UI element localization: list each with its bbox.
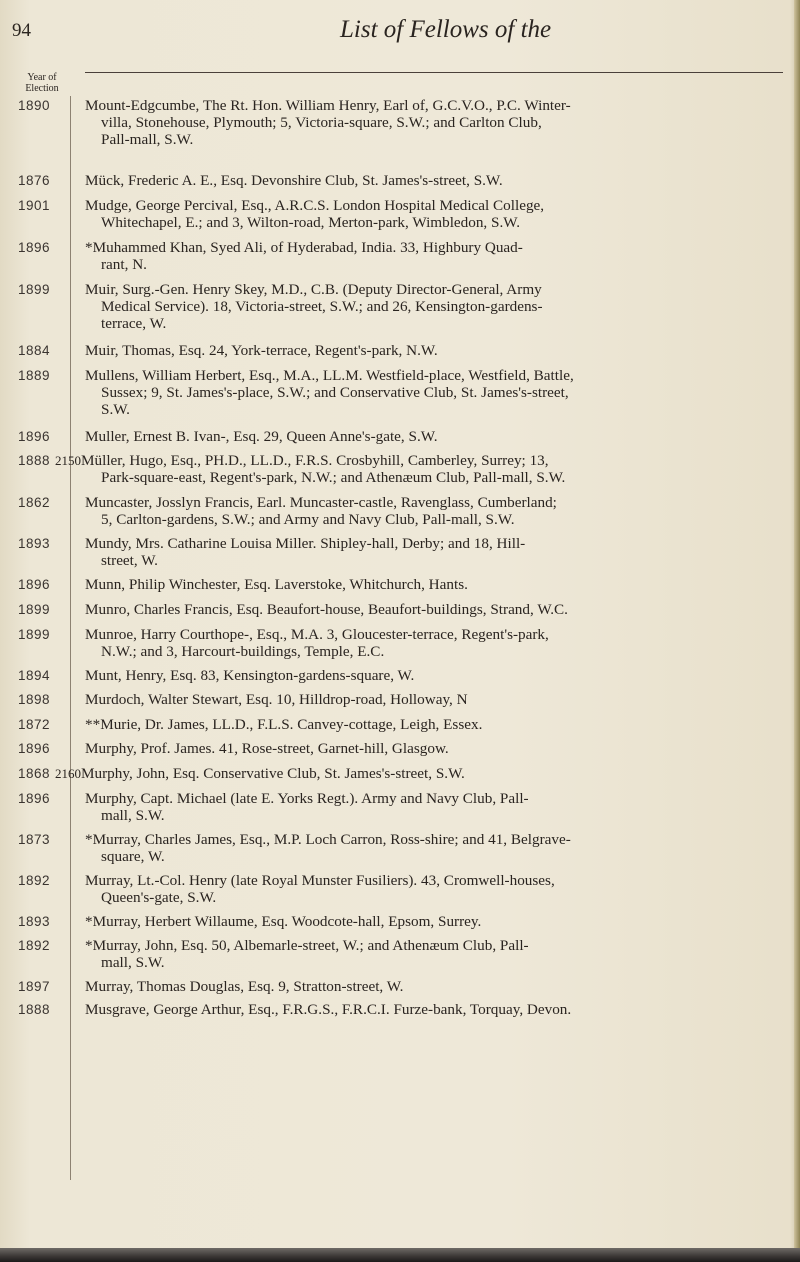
- election-year: 1899: [18, 602, 51, 617]
- fellow-name-line: Mount-Edgcumbe, The Rt. Hon. William Henry, Earl of, G.C.V.O., P.C. Winter-: [85, 97, 571, 114]
- fellow-address-line: rant, N.: [101, 256, 147, 273]
- fellow-text: [85, 197, 783, 231]
- election-year: 1899: [18, 627, 51, 642]
- fellow-name-line: Muir, Thomas, Esq. 24, York-terrace, Regent's-park, N.W.: [85, 342, 438, 359]
- election-year: 1896: [18, 429, 51, 444]
- election-year: 1896: [18, 577, 51, 592]
- fellow-address-line: Whitechapel, E.; and 3, Wilton-road, Merton-park, Wimbledon, S.W.: [101, 214, 521, 231]
- page-edge: [794, 0, 800, 1262]
- fellow-name-line: Murray, Lt.-Col. Henry (late Royal Munster Fusiliers). 43, Cromwell-houses,: [85, 872, 555, 889]
- fellow-address-line: villa, Stonehouse, Plymouth; 5, Victoria-square, S.W.; and Carlton Club,: [101, 114, 542, 131]
- column-heading-line2: Election: [25, 83, 59, 94]
- election-year: 1896: [18, 791, 51, 806]
- fellow-address-line: Queen's-gate, S.W.: [101, 889, 217, 906]
- election-year: 1873: [18, 832, 51, 847]
- fellow-address-line: S.W.: [101, 401, 130, 418]
- election-year: 1884: [18, 343, 51, 358]
- fellow-address-line: Sussex; 9, St. James's-place, S.W.; and Conservative Club, St. James's-street,: [101, 384, 569, 401]
- election-year: 1894: [18, 668, 51, 683]
- fellow-text: [55, 452, 783, 486]
- fellow-text: [85, 576, 783, 593]
- fellow-name-line: *Murray, John, Esq. 50, Albemarle-street, W.; and Athenæum Club, Pall-: [85, 937, 529, 954]
- fellow-address-line: mall, S.W.: [101, 954, 165, 971]
- fellow-name-line: Murphy, Capt. Michael (late E. Yorks Regt.). Army and Navy Club, Pall-: [85, 790, 529, 807]
- fellow-text: [85, 428, 783, 445]
- fellow-text: [85, 937, 783, 971]
- fellow-text: [85, 626, 783, 660]
- fellow-name-line: Murdoch, Walter Stewart, Esq. 10, Hilldrop-road, Holloway, N: [85, 691, 468, 708]
- running-title: List of Fellows of the: [340, 16, 552, 43]
- election-year: 1890: [18, 98, 51, 113]
- election-year: 1876: [18, 173, 51, 188]
- fellow-text: [85, 740, 783, 757]
- election-year: 1899: [18, 282, 51, 297]
- page-number: 94: [12, 20, 31, 41]
- fellow-name-line: Munroe, Harry Courthope-, Esq., M.A. 3, Gloucester-terrace, Regent's-park,: [85, 626, 549, 643]
- election-year: 1868: [18, 766, 51, 781]
- election-year: 1897: [18, 979, 51, 994]
- fellow-text: [55, 765, 783, 782]
- fellow-address-line: 5, Carlton-gardens, S.W.; and Army and Navy Club, Pall-mall, S.W.: [101, 511, 515, 528]
- election-year: 1896: [18, 741, 51, 756]
- election-year: 1892: [18, 873, 51, 888]
- fellow-name-line: Munt, Henry, Esq. 83, Kensington-gardens-square, W.: [85, 667, 415, 684]
- election-year: 1893: [18, 536, 51, 551]
- election-year: 1888: [18, 1002, 51, 1017]
- election-year: 1888: [18, 453, 51, 468]
- fellow-text: [85, 978, 783, 995]
- election-year: 1862: [18, 495, 51, 510]
- fellow-name-line: Mundy, Mrs. Catharine Louisa Miller. Shipley-hall, Derby; and 18, Hill-: [85, 535, 526, 552]
- fellow-number: 2160: [55, 766, 81, 781]
- fellow-name-line: Mullens, William Herbert, Esq., M.A., LL.M. Westfield-place, Westfield, Battle,: [85, 367, 574, 384]
- fellow-text: [85, 535, 783, 569]
- fellow-address-line: street, W.: [101, 552, 158, 569]
- fellow-text: [85, 367, 783, 418]
- fellow-text: [85, 1001, 783, 1018]
- fellow-text: [85, 97, 783, 148]
- fellow-text: [85, 716, 783, 733]
- election-year: 1896: [18, 240, 51, 255]
- column-divider: [70, 96, 71, 1180]
- fellow-name-text: Murphy, John, Esq. Conservative Club, St. James's-street, S.W.: [81, 765, 465, 782]
- fellow-text: [85, 601, 783, 618]
- fellow-text: [85, 172, 783, 189]
- fellow-number: 2150: [55, 453, 81, 468]
- fellow-address-line: Pall-mall, S.W.: [101, 131, 194, 148]
- election-year: 1892: [18, 938, 51, 953]
- election-year: 1898: [18, 692, 51, 707]
- fellow-name-line: *Muhammed Khan, Syed Ali, of Hyderabad, India. 33, Highbury Quad-: [85, 239, 523, 256]
- column-heading: [12, 72, 72, 94]
- fellow-name-line: Mück, Frederic A. E., Esq. Devonshire Club, St. James's-street, S.W.: [85, 172, 503, 189]
- fellow-text: [85, 691, 783, 708]
- fellow-text: [85, 342, 783, 359]
- scan-bottom-edge: [0, 1248, 800, 1262]
- fellow-name-line: Munro, Charles Francis, Esq. Beaufort-house, Beaufort-buildings, Strand, W.C.: [85, 601, 568, 618]
- fellow-text: [85, 790, 783, 824]
- fellow-text: [85, 239, 783, 273]
- fellow-text: [85, 494, 783, 528]
- fellow-name-line: [55, 452, 783, 469]
- fellow-name-line: [55, 765, 783, 782]
- header-rule: [85, 72, 783, 73]
- fellow-address-line: mall, S.W.: [101, 807, 165, 824]
- election-year: 1893: [18, 914, 51, 929]
- fellow-address-line: N.W.; and 3, Harcourt-buildings, Temple, E.C.: [101, 643, 385, 660]
- election-year: 1901: [18, 198, 51, 213]
- fellow-name-line: Murphy, Prof. James. 41, Rose-street, Garnet-hill, Glasgow.: [85, 740, 449, 757]
- fellow-address-line: Medical Service). 18, Victoria-street, S.W.; and 26, Kensington-gardens-: [101, 298, 543, 315]
- fellow-name-line: Mudge, George Percival, Esq., A.R.C.S. London Hospital Medical College,: [85, 197, 545, 214]
- fellow-name-line: Muller, Ernest B. Ivan-, Esq. 29, Queen Anne's-gate, S.W.: [85, 428, 438, 445]
- fellow-name-line: Muncaster, Josslyn Francis, Earl. Muncaster-castle, Ravenglass, Cumberland;: [85, 494, 557, 511]
- fellow-name-line: Musgrave, George Arthur, Esq., F.R.G.S., F.R.C.I. Furze-bank, Torquay, Devon.: [85, 1001, 572, 1018]
- fellow-address-line: Park-square-east, Regent's-park, N.W.; and Athenæum Club, Pall-mall, S.W.: [101, 469, 566, 486]
- fellow-name-line: Murray, Thomas Douglas, Esq. 9, Stratton-street, W.: [85, 978, 404, 995]
- fellow-address-line: terrace, W.: [101, 315, 167, 332]
- fellow-name-text: Müller, Hugo, Esq., PH.D., LL.D., F.R.S. Crosbyhill, Camberley, Surrey; 13,: [81, 452, 549, 469]
- fellow-address-line: square, W.: [101, 848, 165, 865]
- fellow-name-line: Munn, Philip Winchester, Esq. Laverstoke, Whitchurch, Hants.: [85, 576, 468, 593]
- fellow-text: [85, 281, 783, 332]
- fellow-text: [85, 872, 783, 906]
- fellow-text: [85, 831, 783, 865]
- fellow-text: [85, 913, 783, 930]
- fellow-text: [85, 667, 783, 684]
- fellow-name-line: Muir, Surg.-Gen. Henry Skey, M.D., C.B. (Deputy Director-General, Army: [85, 281, 542, 298]
- election-year: 1872: [18, 717, 51, 732]
- column-heading-line1: Year of: [27, 72, 57, 83]
- election-year: 1889: [18, 368, 51, 383]
- fellow-name-line: *Murray, Herbert Willaume, Esq. Woodcote-hall, Epsom, Surrey.: [85, 913, 482, 930]
- fellow-name-line: *Murray, Charles James, Esq., M.P. Loch Carron, Ross-shire; and 41, Belgrave-: [85, 831, 571, 848]
- fellow-name-line: **Murie, Dr. James, LL.D., F.L.S. Canvey-cottage, Leigh, Essex.: [85, 716, 483, 733]
